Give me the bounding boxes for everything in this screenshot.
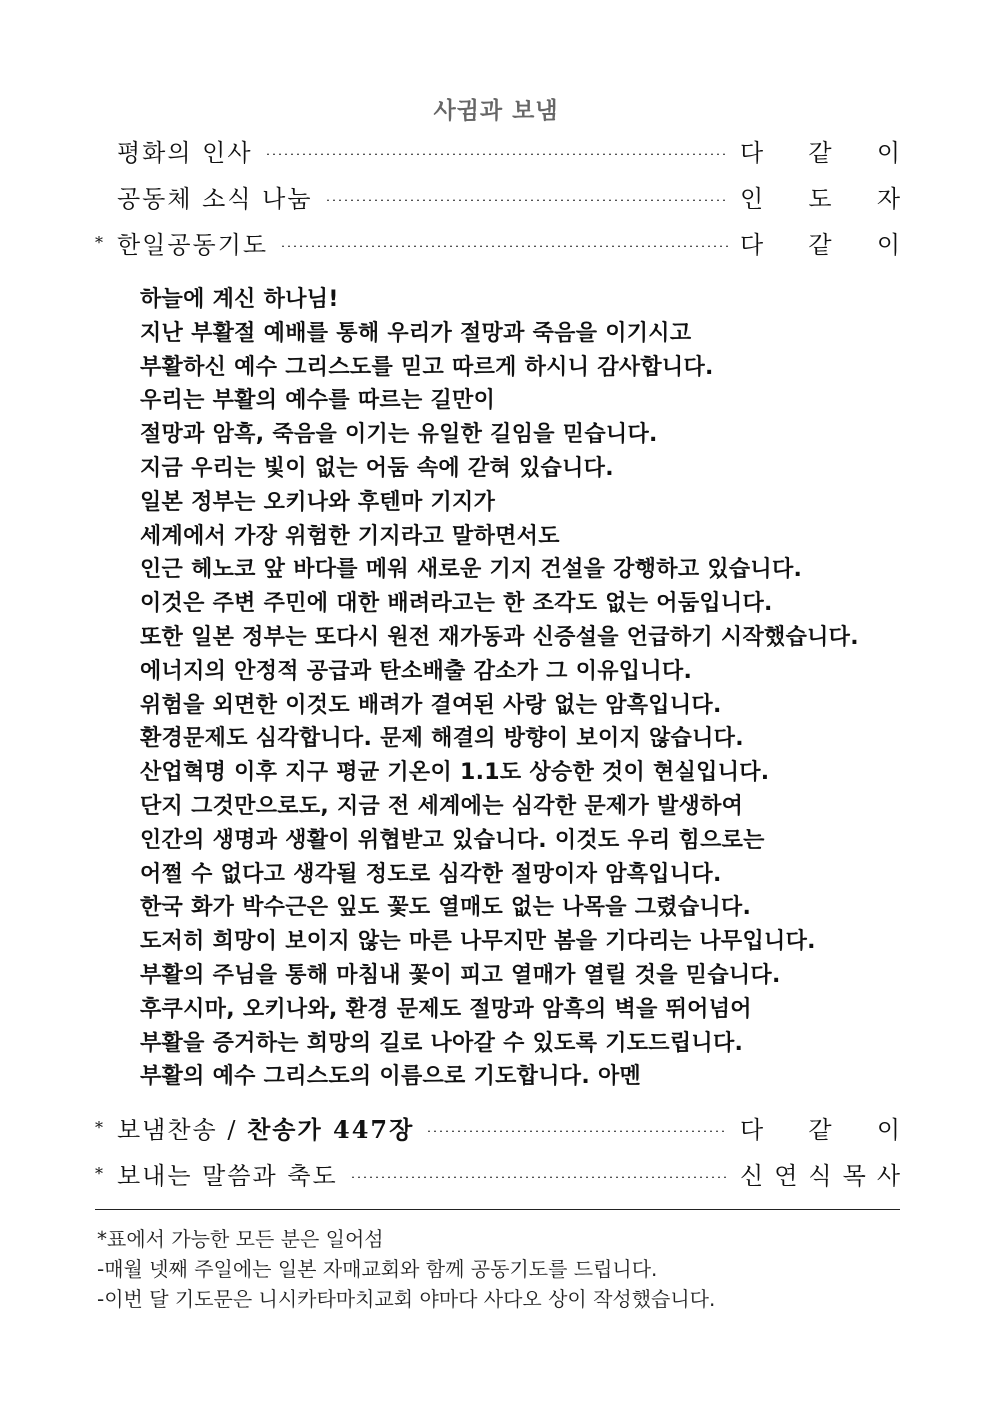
role-char: 연: [774, 1161, 798, 1190]
dot-leader: [350, 1176, 728, 1178]
standing-mark: *: [95, 1117, 103, 1137]
prayer-line: 부활의 주님을 통해 마침내 꽃이 피고 열매가 열릴 것을 믿습니다.: [140, 962, 781, 988]
order-item-role: [740, 179, 900, 214]
prayer-line: 도저히 희망이 보이지 않는 마른 나무지만 봄을 기다리는 나무입니다.: [140, 929, 816, 955]
role-char: 도: [808, 184, 832, 213]
order-item-role: [740, 133, 900, 168]
prayer-line: 부활을 증거하는 희망의 길로 나아갈 수 있도록 기도드립니다.: [140, 1030, 744, 1056]
dot-leader: [325, 199, 728, 201]
prayer-line: 위험을 외면한 이것도 배려가 결여된 사랑 없는 암흑입니다.: [140, 692, 722, 718]
prayer-line: 환경문제도 심각합니다. 문제 해결의 방향이 보이지 않습니다.: [140, 726, 744, 752]
order-item-label: [117, 1110, 414, 1145]
prayer-line: 이것은 주변 주민에 대한 배려라고는 한 조각도 없는 어둠입니다.: [140, 591, 773, 617]
order-row-community-news: [95, 178, 900, 214]
order-item-label: 공동체 소식 나눔: [117, 184, 313, 213]
section-title: 사귐과 보냄: [433, 98, 559, 124]
role-char: 같: [808, 1115, 832, 1144]
order-item-label: 평화의 인사: [117, 138, 253, 167]
order-row-sending-hymn: [95, 1109, 900, 1145]
footer-notes: [97, 1224, 897, 1314]
role-char: 식: [808, 1161, 832, 1190]
prayer-line: 하늘에 계신 하나님!: [140, 287, 339, 312]
note-line: -매월 넷째 주일에는 일본 자매교회와 함께 공동기도를 드립니다.: [97, 1257, 658, 1281]
prayer-line: 에너지의 안정적 공급과 탄소배출 감소가 그 이유입니다.: [140, 658, 693, 684]
note-line: *표에서 가능한 모든 분은 일어섬: [97, 1227, 384, 1251]
order-row-joint-prayer: [95, 224, 900, 260]
prayer-text: [140, 283, 900, 1094]
prayer-line: 어쩔 수 없다고 생각될 정도로 심각한 절망이자 암흑입니다.: [140, 861, 722, 887]
prayer-line: 인간의 생명과 생활이 위협받고 있습니다. 이것도 우리 힘으로는: [140, 827, 765, 853]
role-char: 같: [808, 230, 832, 259]
prayer-line: 단지 그것만으로도, 지금 전 세계에는 심각한 문제가 발생하여: [140, 793, 744, 819]
note-line: -이번 달 기도문은 니시카타마치교회 야마다 사다오 상이 작성했습니다.: [97, 1287, 716, 1311]
order-item-label-prefix: 보내는 말씀과 축도: [117, 1161, 338, 1190]
prayer-line: 부활하신 예수 그리스도를 믿고 따르게 하시니 감사합니다.: [140, 354, 714, 380]
role-char: 자: [876, 184, 900, 213]
prayer-line: 산업혁명 이후 지구 평균 기온이 1.1도 상승한 것이 현실입니다.: [140, 760, 770, 786]
role-char: 사: [876, 1161, 900, 1190]
dot-leader: [426, 1130, 728, 1132]
prayer-line: 또한 일본 정부는 또다시 원전 재가동과 신증설을 언급하기 시작했습니다.: [140, 624, 859, 650]
prayer-line: 후쿠시마, 오키나와, 환경 문제도 절망과 암흑의 벽을 뛰어넘어: [140, 996, 752, 1022]
prayer-line: 절망과 암흑, 죽음을 이기는 유일한 길임을 믿습니다.: [140, 422, 658, 448]
order-item-label: [117, 1156, 338, 1191]
standing-mark: *: [95, 1163, 103, 1183]
dot-leader: [280, 245, 728, 247]
role-char: 이: [876, 230, 900, 259]
role-char: 다: [740, 138, 764, 167]
role-char: 이: [876, 138, 900, 167]
role-char: 다: [740, 230, 764, 259]
order-item-label: 한일공동기도: [117, 230, 269, 259]
hymn-number: 찬송가 447장: [247, 1114, 415, 1144]
role-char: 인: [740, 184, 764, 213]
order-row-benediction: [95, 1155, 900, 1191]
order-item-label-prefix: 보냄찬송 /: [117, 1115, 248, 1144]
role-char: 같: [808, 138, 832, 167]
prayer-line: 부활의 예수 그리스도의 이름으로 기도합니다. 아멘: [140, 1064, 642, 1090]
order-item-role: [740, 1156, 900, 1191]
prayer-line: 인근 헤노코 앞 바다를 메워 새로운 기지 건설을 강행하고 있습니다.: [140, 557, 803, 583]
order-item-role: [740, 225, 900, 260]
prayer-line: 한국 화가 박수근은 잎도 꽃도 열매도 없는 나목을 그렸습니다.: [140, 895, 752, 921]
order-row-peace-greeting: [95, 132, 900, 168]
prayer-line: 세계에서 가장 위험한 기지라고 말하면서도: [140, 523, 560, 549]
prayer-line: 우리는 부활의 예수를 따르는 길만이: [140, 388, 496, 414]
standing-mark: *: [95, 232, 103, 252]
dot-leader: [265, 153, 728, 155]
role-char: 신: [740, 1161, 764, 1190]
prayer-line: 지난 부활절 예배를 통해 우리가 절망과 죽음을 이기시고: [140, 320, 692, 346]
footer-divider: [95, 1209, 900, 1210]
role-char: 이: [876, 1115, 900, 1144]
prayer-line: 지금 우리는 빛이 없는 어둠 속에 갇혀 있습니다.: [140, 455, 614, 481]
prayer-line: 일본 정부는 오키나와 후텐마 기지가: [140, 489, 496, 515]
role-char: 다: [740, 1115, 764, 1144]
order-item-role: [740, 1110, 900, 1145]
role-char: 목: [842, 1161, 866, 1190]
